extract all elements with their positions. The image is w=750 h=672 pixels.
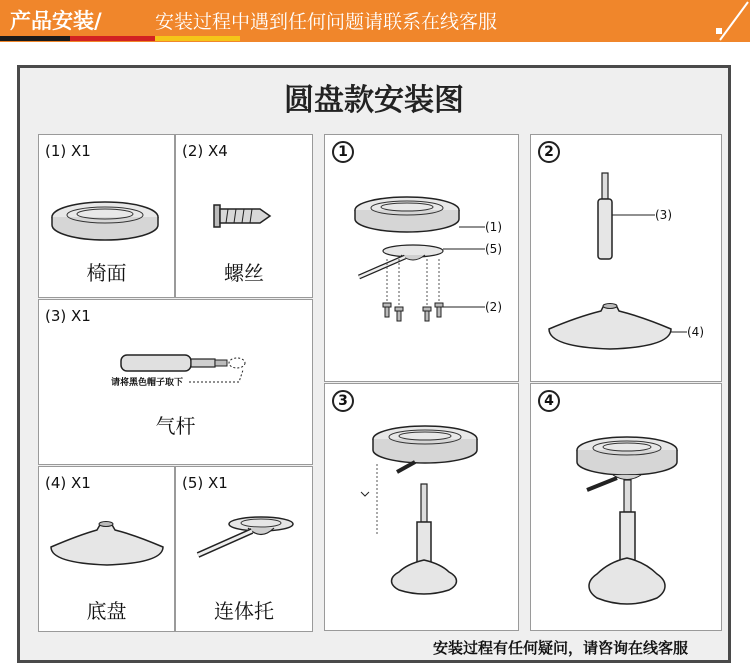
part-name: 螺丝 (224, 261, 264, 285)
part-gas-lift (38, 299, 313, 465)
banner-title: 产品安装/ (10, 9, 102, 33)
step-number: 1 (332, 141, 354, 163)
stripe-yellow (155, 36, 240, 41)
part-code: (5) X1 (182, 474, 228, 492)
step-2-panel (530, 134, 722, 382)
step-1-illustration (325, 135, 520, 383)
step1-label-bracket: (5) (485, 242, 502, 256)
part-bracket (175, 466, 313, 632)
diagram-frame (17, 65, 731, 663)
gas-lift-note: 请将黑色帽子取下 (111, 378, 184, 388)
footer-note: 安装过程有任何疑问，请咨询在线客服 (432, 639, 688, 657)
part-base (38, 466, 175, 632)
step1-label-screw: (2) (485, 300, 502, 314)
part-screw (175, 134, 313, 298)
stripe-black (0, 36, 70, 41)
part-code: (4) X1 (45, 474, 91, 492)
step1-label-seat: (1) (485, 220, 502, 234)
part-code: (2) X4 (182, 142, 228, 160)
part-name: 连体托 (214, 599, 274, 623)
step-2-illustration (531, 135, 723, 383)
part-name: 气杆 (155, 414, 196, 438)
stripe-red (70, 36, 155, 41)
part-name: 椅面 (86, 261, 127, 285)
part-seat (38, 134, 175, 298)
page-title: 圆盘款安装图 (284, 83, 464, 118)
step-3-panel (324, 383, 519, 631)
step-4-illustration (531, 384, 723, 632)
step-4-panel (530, 383, 722, 631)
part-name: 底盘 (86, 599, 127, 623)
part-code: (3) X1 (45, 307, 91, 325)
part-code: (1) X1 (45, 142, 91, 160)
step-number: 3 (332, 390, 354, 412)
step-1-panel (324, 134, 519, 382)
top-banner (0, 0, 750, 42)
step2-label-base: (4) (687, 325, 704, 339)
step2-label-lift: (3) (655, 208, 672, 222)
banner-subtitle: 安装过程中遇到任何问题请联系在线客服 (155, 11, 498, 33)
corner-decoration-icon (700, 0, 750, 42)
step-number: 4 (538, 390, 560, 412)
step-3-illustration (325, 384, 520, 632)
step-number: 2 (538, 141, 560, 163)
